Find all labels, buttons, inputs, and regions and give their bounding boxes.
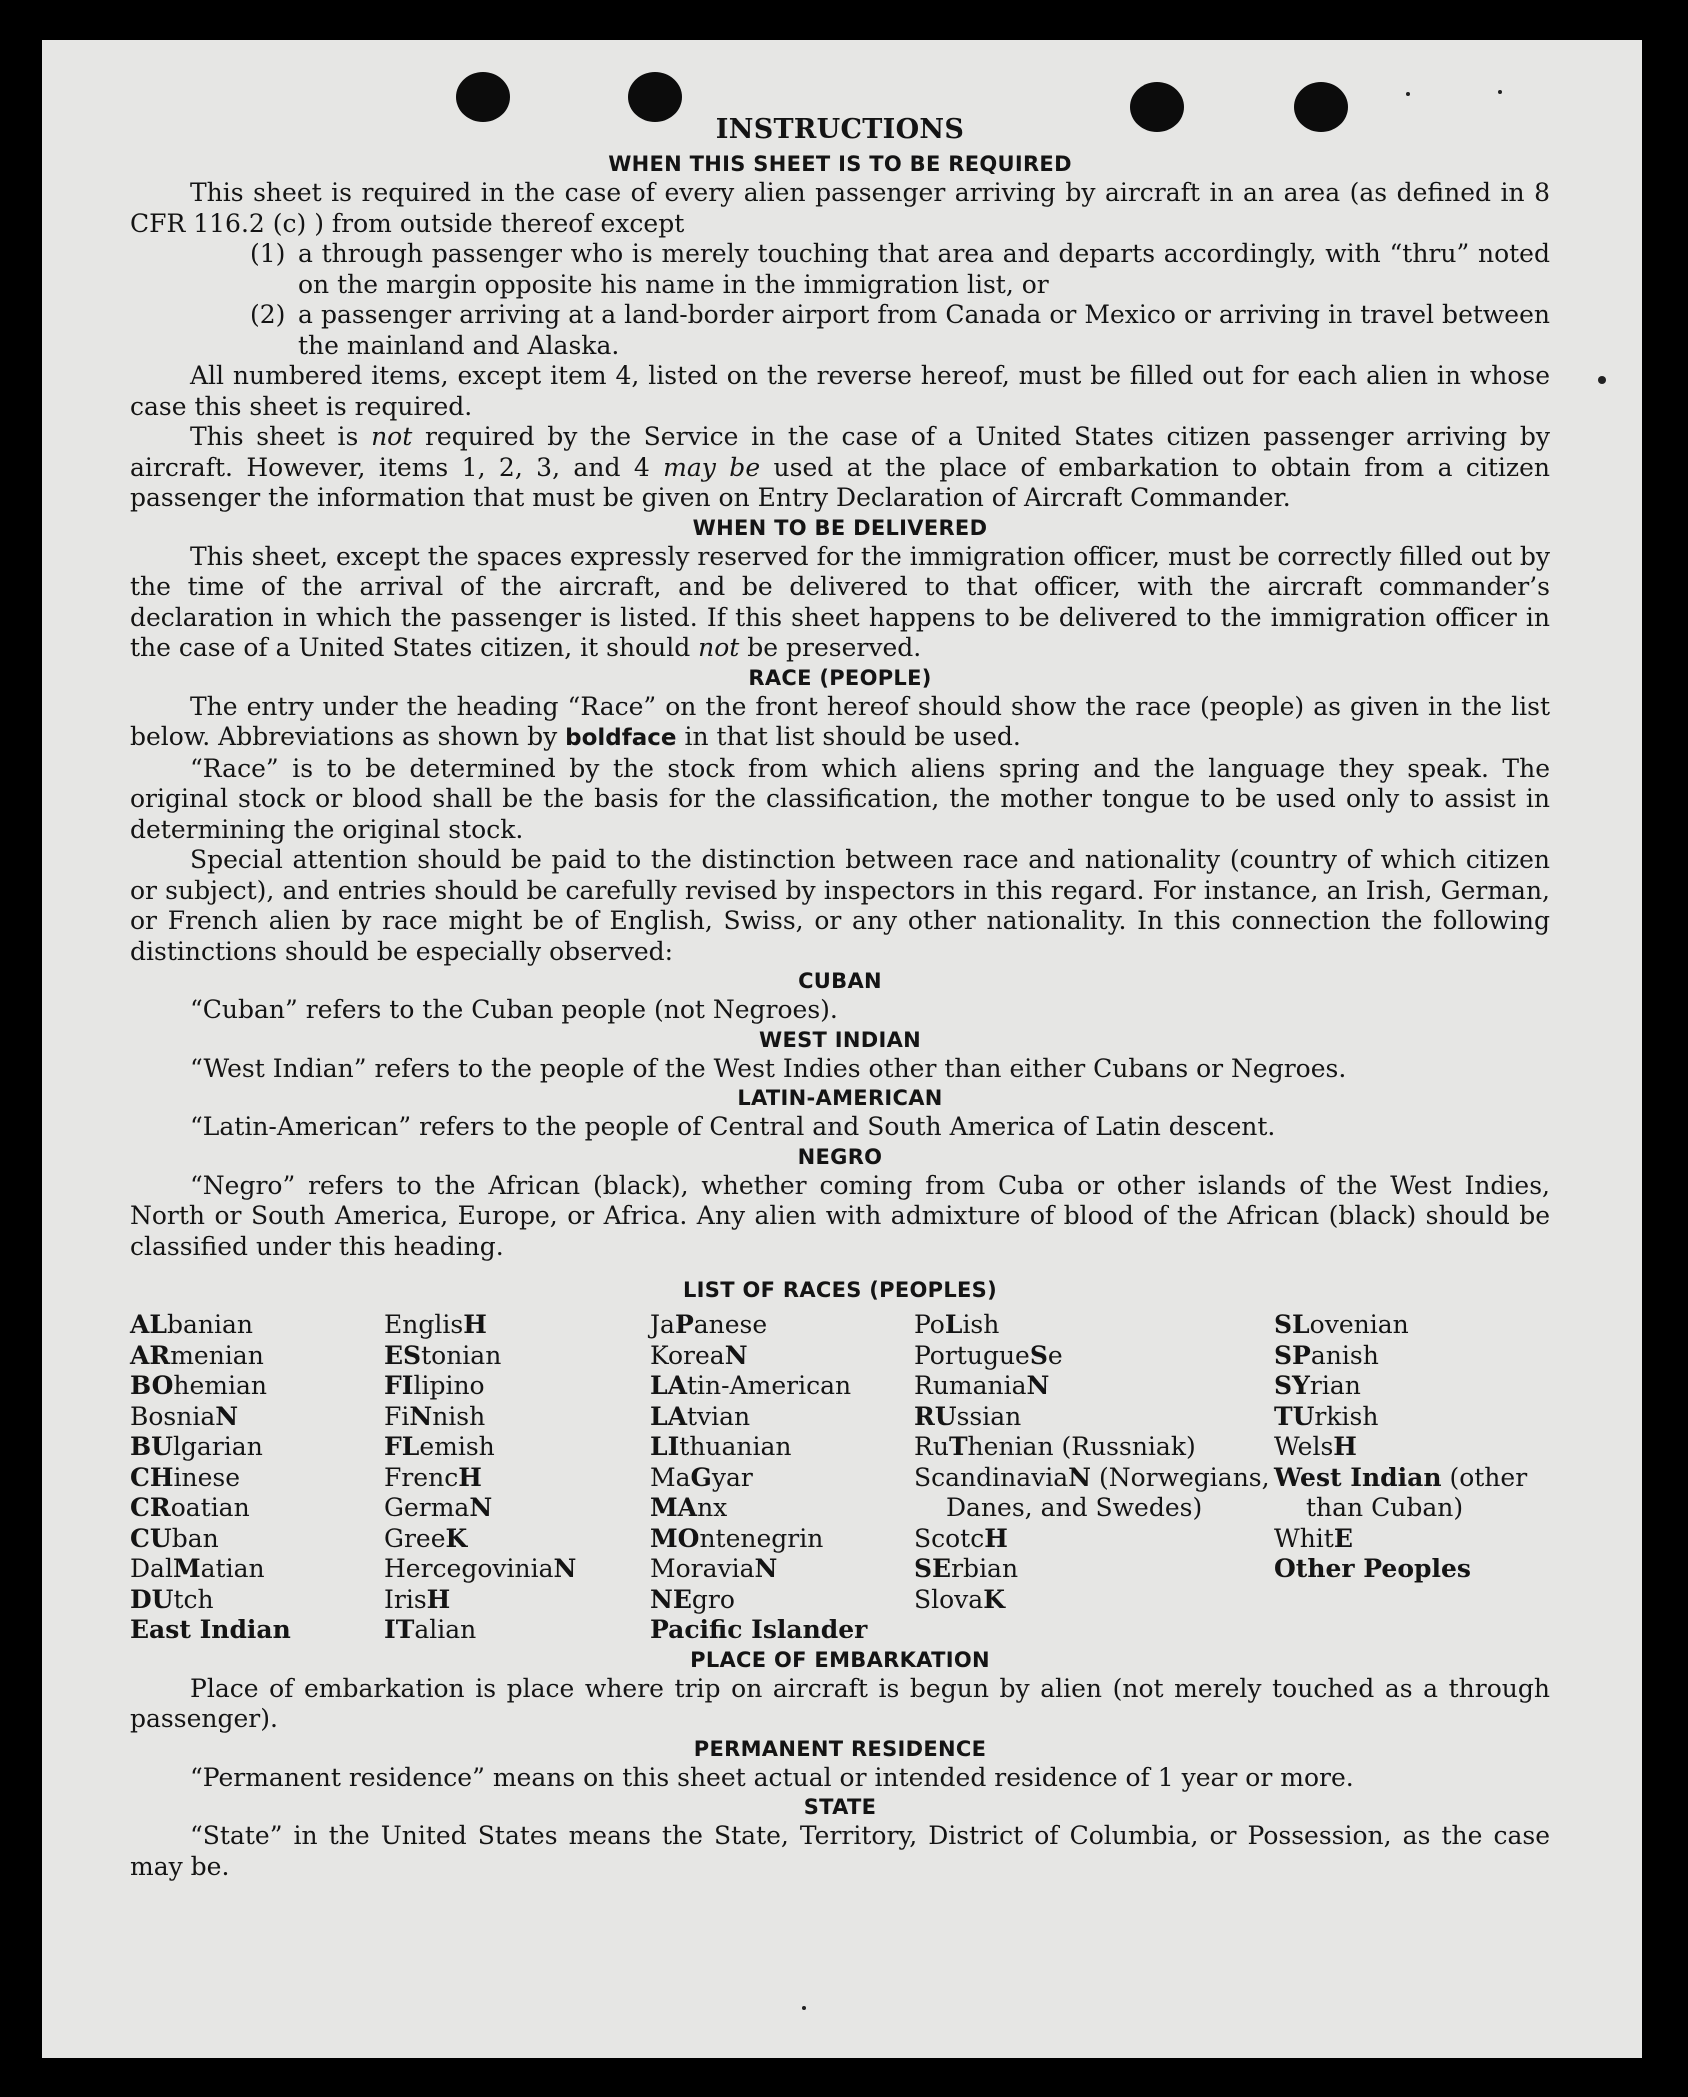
race-abbreviation: NE <box>650 1584 692 1614</box>
race-text: ovenian <box>1309 1310 1409 1339</box>
paragraph: “Negro” refers to the African (black), whether coming from Cuba or other islands of the West Indies, North or South America, Europe, or Africa. Any alien with admixture of blood of the African (black) should be classified under this heading. <box>130 1170 1550 1261</box>
race-item <box>650 1402 914 1433</box>
section-heading: WHEN TO BE DELIVERED <box>692 515 988 540</box>
race-abbreviation: BU <box>130 1432 173 1461</box>
race-text: Portugue <box>914 1340 1030 1370</box>
text-run: in that list should be used. <box>676 722 1021 751</box>
race-text: Wels <box>1274 1432 1334 1461</box>
text-run: This sheet is <box>190 422 372 451</box>
race-item <box>650 1371 914 1402</box>
race-item <box>384 1432 650 1463</box>
race-abbreviation: East Indian <box>130 1615 291 1644</box>
race-text: tonian <box>421 1340 502 1370</box>
race-item <box>650 1615 914 1646</box>
item-text: a passenger arriving at a land-border airport from Canada or Mexico or arriving in travel between the mainland and Alaska. <box>298 300 1550 360</box>
race-text: Ja <box>650 1310 675 1339</box>
text-run: required by the Service in the case of a United States citizen passenger arriving by aircraft. However, items 1, 2, 3, and 4 <box>130 422 1550 482</box>
section-heading: STATE <box>803 1795 877 1819</box>
paragraph: Special attention should be paid to the distinction between race and nationality (country of which citizen or subject), and entries should be carefully revised by inspectors in this regard. For instance, an Irish, German, or French alien by race might be of English, Swiss, or any other nationality. In this connection the following distinctions should be especially observed: <box>130 845 1550 966</box>
race-text: Iris <box>384 1584 427 1614</box>
race-abbreviation: SE <box>914 1554 952 1583</box>
race-text: nish <box>432 1401 486 1431</box>
emphasis: may be <box>663 452 761 482</box>
race-abbreviation: H <box>1333 1432 1357 1461</box>
race-abbreviation: BO <box>130 1371 174 1400</box>
race-text: Scotc <box>914 1523 985 1553</box>
race-text: tin-American <box>686 1371 852 1400</box>
section-heading: RACE (PEOPLE) <box>748 665 932 690</box>
race-abbreviation: RU <box>914 1401 957 1431</box>
race-abbreviation: H <box>463 1310 487 1339</box>
race-abbreviation: K <box>445 1523 468 1553</box>
race-item <box>914 1554 1274 1585</box>
race-text: ban <box>171 1523 219 1553</box>
race-text: (Norwegians, Danes, and Swedes) <box>946 1462 1270 1522</box>
race-item <box>914 1310 1274 1341</box>
race-text: Fi <box>384 1401 410 1431</box>
paragraph: “West Indian” refers to the people of the West Indies other than either Cubans or Negroes. <box>190 1053 1347 1083</box>
race-column <box>1274 1310 1550 1646</box>
race-item <box>130 1371 384 1402</box>
race-item <box>384 1371 650 1402</box>
race-text: Korea <box>650 1340 725 1370</box>
race-abbreviation: N <box>469 1493 493 1522</box>
paragraph <box>130 692 1550 754</box>
race-text: oatian <box>170 1493 250 1522</box>
text-run: This sheet, except the spaces expressly reserved for the immigration officer, must be correctly filled out by the time of the arrival of the aircraft, and be delivered to that officer, with the aircraft commander’s declaration in which the passenger is listed. If this sheet happens to be delivered to the immigration officer in the case of a United States citizen, it should <box>130 541 1550 662</box>
race-column <box>650 1310 914 1646</box>
race-item <box>384 1341 650 1372</box>
race-abbreviation: N <box>409 1401 433 1431</box>
paragraph <box>130 422 1550 514</box>
race-text: lipino <box>413 1371 485 1400</box>
race-item <box>130 1463 384 1494</box>
race-item <box>384 1310 650 1341</box>
race-abbreviation: L <box>944 1310 963 1339</box>
race-item <box>650 1463 914 1494</box>
text-run: used at the place of embarkation to obtain from a citizen passenger the information that must be given on Entry Declaration of Aircraft Commander. <box>130 452 1550 512</box>
race-text: Ru <box>914 1432 949 1461</box>
race-item <box>914 1371 1274 1402</box>
race-item <box>384 1524 650 1555</box>
page-title: INSTRUCTIONS <box>715 114 965 145</box>
race-abbreviation: N <box>215 1401 239 1431</box>
race-item <box>914 1585 1274 1616</box>
text-run: The entry under the heading “Race” on the front hereof should show the race (people) as given in the list below. Abbreviations as shown by <box>130 691 1550 751</box>
race-text: banian <box>166 1310 253 1339</box>
speck <box>1406 92 1410 96</box>
race-abbreviation: DU <box>130 1584 174 1614</box>
race-text: Dal <box>130 1554 173 1583</box>
race-text: lgarian <box>172 1432 263 1461</box>
race-text: Englis <box>384 1310 464 1339</box>
race-text: hemian <box>173 1371 267 1400</box>
race-text: rian <box>1309 1371 1361 1400</box>
race-text: Scandinavia <box>914 1462 1069 1492</box>
race-abbreviation: CR <box>130 1493 171 1522</box>
race-item <box>650 1341 914 1372</box>
race-item <box>1274 1524 1550 1555</box>
race-text: menian <box>170 1340 264 1370</box>
race-abbreviation: P <box>674 1310 694 1339</box>
item-text: a through passenger who is merely touching that area and departs accordingly, with “thru” noted on the margin opposite his name in the immigration list, or <box>298 239 1550 299</box>
race-abbreviation: Other Peoples <box>1274 1554 1471 1583</box>
race-item <box>130 1310 384 1341</box>
race-text: e <box>1047 1340 1063 1370</box>
race-abbreviation: K <box>983 1584 1005 1614</box>
paragraph <box>130 542 1550 664</box>
race-text: Hercegovinia <box>384 1554 554 1583</box>
race-text: Whit <box>1274 1523 1334 1553</box>
race-list <box>130 1310 1550 1646</box>
section-heading: WHEN THIS SHEET IS TO BE REQUIRED <box>608 152 1072 176</box>
race-item <box>1274 1402 1550 1433</box>
speck <box>1598 376 1606 384</box>
race-item <box>650 1310 914 1341</box>
race-text: emish <box>419 1432 495 1461</box>
race-abbreviation: H <box>984 1523 1008 1553</box>
race-abbreviation: SY <box>1274 1371 1310 1400</box>
race-text: Rumania <box>914 1371 1027 1400</box>
race-abbreviation: MO <box>650 1523 700 1553</box>
race-text: inese <box>173 1462 241 1492</box>
race-text: nx <box>697 1493 728 1522</box>
section-heading: LIST OF RACES (PEOPLES) <box>682 1278 997 1302</box>
race-abbreviation: N <box>553 1554 577 1583</box>
race-abbreviation: FI <box>384 1371 414 1400</box>
race-abbreviation: LA <box>650 1401 687 1431</box>
race-abbreviation: H <box>426 1584 451 1614</box>
race-text: gro <box>691 1584 735 1614</box>
race-item <box>650 1524 914 1555</box>
race-abbreviation: LA <box>650 1371 687 1400</box>
race-item <box>130 1585 384 1616</box>
instructions-content <box>130 110 1550 1882</box>
race-text: henian (Russniak) <box>967 1432 1196 1461</box>
race-item <box>1274 1341 1550 1372</box>
section-heading: PLACE OF EMBARKATION <box>690 1647 990 1672</box>
race-abbreviation: N <box>754 1554 778 1583</box>
race-column <box>914 1310 1274 1646</box>
exception-list <box>250 239 1550 361</box>
paragraph: “Latin-American” refers to the people of Central and South America of Latin descent. <box>190 1112 1276 1141</box>
race-text: anish <box>1310 1340 1379 1370</box>
race-item <box>130 1524 384 1555</box>
race-item <box>650 1493 914 1524</box>
race-text: Bosnia <box>130 1401 216 1431</box>
race-abbreviation: M <box>172 1554 201 1583</box>
race-item <box>130 1402 384 1433</box>
race-item <box>130 1554 384 1585</box>
race-item <box>1274 1371 1550 1402</box>
paragraph: This sheet is required in the case of every alien passenger arriving by aircraft in an area (as defined in 8 CFR 116.2 (c) ) from outside thereof except <box>130 178 1550 238</box>
race-text: Po <box>914 1310 945 1339</box>
speck <box>1498 90 1502 94</box>
speck <box>802 2006 806 2010</box>
race-item <box>130 1493 384 1524</box>
race-text: thuanian <box>679 1432 792 1461</box>
race-abbreviation: FL <box>384 1432 420 1461</box>
paragraph: Place of embarkation is place where trip on aircraft is begun by alien (not merely touched as a through passenger). <box>130 1673 1550 1733</box>
item-number: (1) <box>250 239 286 268</box>
race-item <box>130 1341 384 1372</box>
race-item <box>914 1402 1274 1433</box>
emphasis: not <box>371 422 413 451</box>
paragraph: All numbered items, except item 4, listed on the reverse hereof, must be filled out for each alien in whose case this sheet is required. <box>130 361 1550 421</box>
race-text: (other than Cuban) <box>1306 1462 1528 1522</box>
race-item <box>384 1463 650 1494</box>
race-abbreviation: AL <box>130 1310 167 1339</box>
list-item <box>250 239 1550 300</box>
paragraph: “Race” is to be determined by the stock from which aliens spring and the language they speak. The original stock or blood shall be the basis for the classification, the mother tongue to be used only to assist in determining the original stock. <box>130 753 1550 844</box>
race-abbreviation: West Indian <box>1274 1462 1442 1492</box>
race-abbreviation: N <box>1026 1371 1050 1400</box>
race-text: yar <box>711 1462 753 1492</box>
race-abbreviation: IT <box>384 1615 415 1644</box>
race-item <box>1274 1463 1550 1524</box>
race-item <box>914 1432 1274 1463</box>
emphasis: not <box>698 633 740 662</box>
race-abbreviation: CU <box>130 1523 172 1553</box>
section-heading: LATIN-AMERICAN <box>737 1086 943 1110</box>
race-abbreviation: G <box>690 1462 712 1492</box>
race-abbreviation: N <box>724 1340 748 1370</box>
race-abbreviation: TU <box>1274 1401 1315 1431</box>
race-abbreviation: CH <box>130 1462 174 1492</box>
race-text: anese <box>693 1310 768 1339</box>
race-item <box>384 1493 650 1524</box>
race-item <box>1274 1310 1550 1341</box>
paragraph: “Permanent residence” means on this sheet actual or intended residence of 1 year or more. <box>190 1762 1354 1792</box>
race-item <box>384 1554 650 1585</box>
race-item <box>384 1585 650 1616</box>
race-text: Moravia <box>650 1554 755 1583</box>
race-text: Gree <box>384 1523 446 1553</box>
race-abbreviation: ES <box>384 1340 422 1370</box>
race-text: ntenegrin <box>699 1523 824 1553</box>
race-abbreviation: T <box>948 1432 968 1461</box>
section-heading: PERMANENT RESIDENCE <box>693 1736 987 1761</box>
paragraph: “State” in the United States means the State, Territory, District of Columbia, or Possession, as the case may be. <box>130 1821 1550 1881</box>
race-item <box>914 1524 1274 1555</box>
race-abbreviation: Pacific Islander <box>650 1615 868 1644</box>
document-page <box>42 40 1642 2058</box>
race-item <box>130 1432 384 1463</box>
section-heading: CUBAN <box>798 969 882 993</box>
race-abbreviation: N <box>1068 1462 1092 1492</box>
text-run: be preserved. <box>739 633 922 662</box>
race-item <box>1274 1432 1550 1463</box>
race-abbreviation: AR <box>130 1340 171 1370</box>
race-item <box>650 1554 914 1585</box>
race-text: ish <box>962 1310 1000 1339</box>
item-number: (2) <box>250 300 286 329</box>
race-item <box>384 1615 650 1646</box>
race-text: ssian <box>956 1401 1022 1431</box>
bold-word: boldface <box>565 725 677 751</box>
race-abbreviation: LI <box>650 1432 680 1461</box>
race-text: rkish <box>1314 1401 1379 1431</box>
race-column <box>384 1310 650 1646</box>
race-abbreviation: SL <box>1274 1310 1310 1339</box>
race-abbreviation: E <box>1333 1523 1353 1553</box>
race-item <box>1274 1554 1550 1585</box>
race-abbreviation: SP <box>1274 1340 1311 1370</box>
section-heading: WEST INDIAN <box>758 1027 922 1052</box>
race-text: Slova <box>914 1584 984 1614</box>
race-item <box>914 1463 1274 1524</box>
race-text: tch <box>173 1584 214 1614</box>
race-item <box>384 1402 650 1433</box>
paragraph: “Cuban” refers to the Cuban people (not Negroes). <box>190 995 838 1024</box>
list-item <box>250 300 1550 361</box>
race-item <box>914 1341 1274 1372</box>
race-text: rbian <box>951 1554 1019 1583</box>
race-abbreviation: S <box>1029 1340 1048 1370</box>
race-abbreviation: H <box>458 1462 482 1492</box>
race-item <box>650 1585 914 1616</box>
race-text: tvian <box>686 1401 751 1431</box>
race-item <box>130 1615 384 1646</box>
race-text: Ma <box>650 1462 691 1492</box>
race-text: alian <box>414 1615 477 1644</box>
race-column <box>130 1310 384 1646</box>
race-text: Frenc <box>384 1462 459 1492</box>
race-abbreviation: MA <box>650 1493 698 1522</box>
race-text: atian <box>200 1554 265 1583</box>
race-text: Germa <box>384 1493 470 1522</box>
section-heading: NEGRO <box>797 1144 883 1169</box>
race-item <box>650 1432 914 1463</box>
